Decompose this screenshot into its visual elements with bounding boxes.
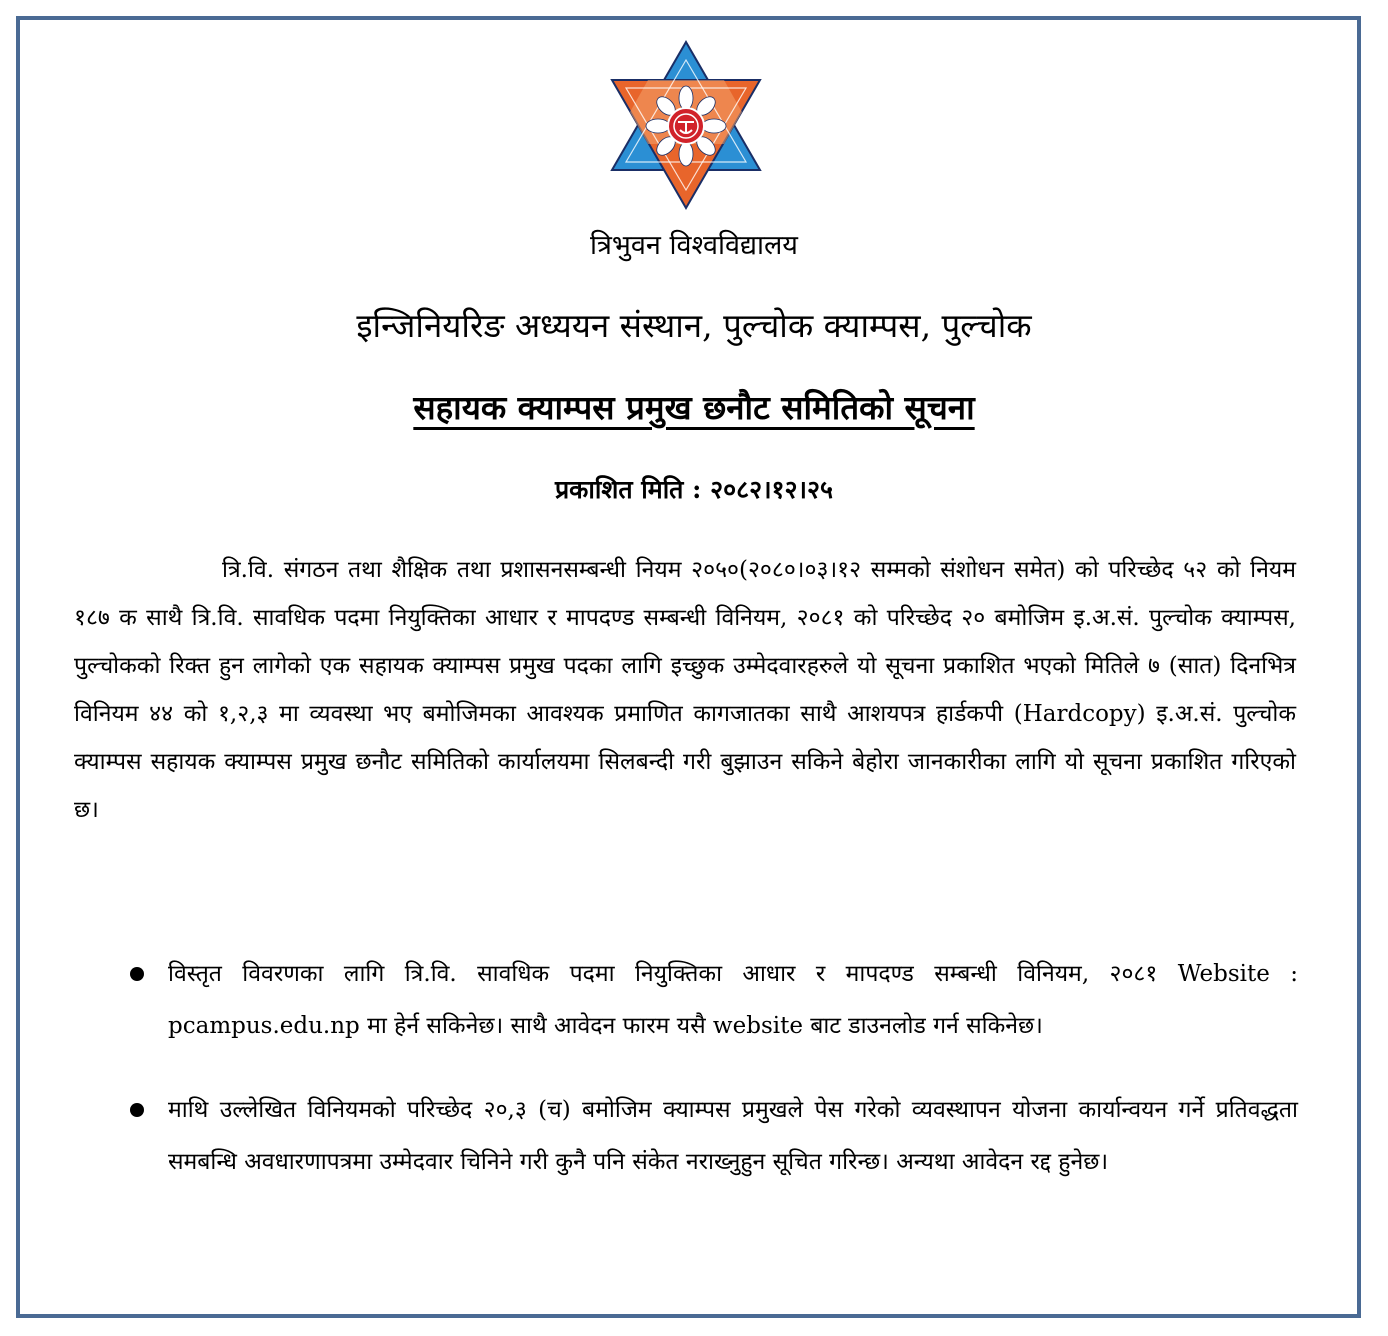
- university-logo-icon: [608, 38, 764, 210]
- list-item: [108, 948, 1298, 1052]
- bullet-text: माथि उल्लेखित विनियमको परिच्छेद २०,३ (च) बमोजिम क्याम्पस प्रमुखले पेस गरेको व्यवस्थापन योजना कार्यान्वयन गर्ने प्रतिवद्धता समबन्धि अवधारणापत्रमा उम्मेदवार चिनिने गरी कुनै पनि संकेत नराख्नुहुन सूचित गरिन्छ। अन्यथा आवेदन रद्द हुनेछ।: [168, 1097, 1298, 1175]
- bullet-text: विस्तृत विवरणका लागि त्रि.वि. सावधिक पदमा नियुक्तिका आधार र मापदण्ड सम्बन्धी विनियम, २०८१ Website : pcampus.edu.np मा हेर्न सकिनेछ। साथै आवेदन फारम यसै website बाट डाउनलोड गर्न सकिनेछ।: [168, 961, 1298, 1039]
- bullet-icon: [130, 967, 144, 981]
- notice-title: [0, 380, 1388, 436]
- published-date: प्रकाशित मिति : २०८२।१२।२५: [554, 475, 834, 504]
- notice-body-paragraph: त्रि.वि. संगठन तथा शैक्षिक तथा प्रशासनसम्बन्धी नियम २०५०(२०८०।०३।१२ सम्मको संशोधन समेत) को परिच्छेद ५२ को नियम १८७ क साथै त्रि.वि. सावधिक पदमा नियुक्तिका आधार र मापदण्ड सम्बन्धी विनियम, २०८१ को परिच्छेद २० बमोजिम इ.अ.सं. पुल्चोक क्याम्पस, पुल्चोकको रिक्त हुन लागेको एक सहायक क्याम्पस प्रमुख पदका लागि इच्छुक उम्मेदवारहरुले यो सूचना प्रकाशित भएको मितिले ७ (सात) दिनभित्र विनियम ४४ को १,२,३ मा व्यवस्था भए बमोजिमका आवश्यक प्रमाणित कागजातका साथै आशयपत्र हार्डकपी (Hardcopy) इ.अ.सं. पुल्चोक क्याम्पस सहायक क्याम्पस प्रमुख छनौट समितिको कार्यालयमा सिलबन्दी गरी बुझाउन सकिने बेहोरा जानकारीका लागि यो सूचना प्रकाशित गरिएको छ।: [74, 557, 1296, 823]
- notice-title-text: सहायक क्याम्पस प्रमुख छनौट समितिको सूचना: [413, 388, 975, 427]
- bullet-icon: [130, 1103, 144, 1117]
- notice-bullet-list: [108, 948, 1298, 1220]
- university-name: त्रिभुवन विश्वविद्यालय: [590, 230, 798, 261]
- list-item: [108, 1084, 1298, 1188]
- institute-name: इन्जिनियरिङ अध्ययन संस्थान, पुल्चोक क्याम्पस, पुल्चोक: [356, 306, 1032, 345]
